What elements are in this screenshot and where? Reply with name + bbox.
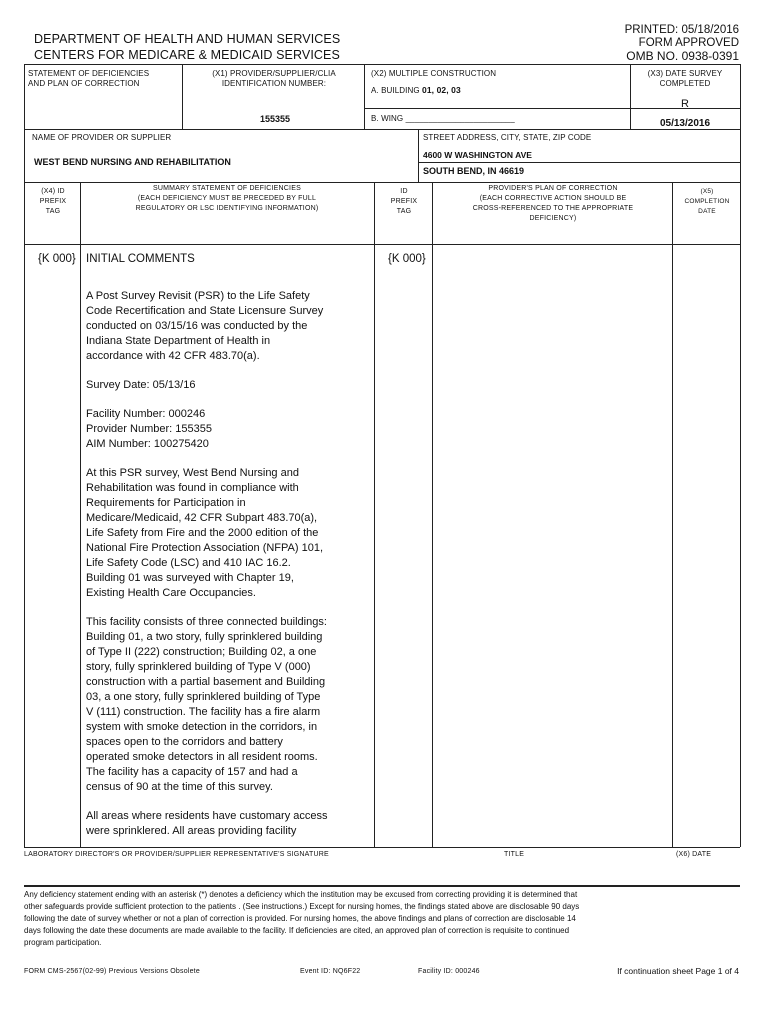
paragraph: Survey Date: 05/13/16 bbox=[86, 379, 196, 391]
building-label: A. BUILDING bbox=[371, 86, 420, 95]
disclosure-note: Any deficiency statement ending with an asterisk (*) denotes a deficiency which the institution may be excused from correcting providing it is determined that other safeguards provide sufficient protection to the patients . (See instructions.) Except for nursing homes, the findings stated above are disclosable 90 days following the date of survey whether or not a plan of correction is provided. For nursing homes, the above findings and plans of correction are disclosable 14 days following the date these documents are made available to the facility. If deficiencies are cited, an approved plan of correction is requisite to continued program participation. bbox=[24, 890, 580, 947]
paragraph: This facility consists of three connected buildings: Building 01, a two story, fully sprinklered building of Type II (222) construction; Building 02, a one story, fully sprinklered building of Type V (000) construction with a partial basement and Building 03, a one story, fully sprinklered building of Type V (111) construction. The facility has a fire alarm system with smoke detection in the corridors, in spaces open to the corridors and battery operated smoke detectors in all resident rooms. The facility has a capacity of 157 and had a census of 90 at the time of this survey. bbox=[86, 616, 327, 793]
provider-name-label: NAME OF PROVIDER OR SUPPLIER bbox=[32, 133, 172, 142]
statement-label: STATEMENT OF DEFICIENCIES AND PLAN OF CORRECTION bbox=[28, 69, 150, 88]
col-divider bbox=[374, 182, 375, 847]
provider-name: WEST BEND NURSING AND REHABILITATION bbox=[34, 157, 231, 167]
col-divider bbox=[80, 182, 81, 847]
col-header-x4: (X4) ID PREFIX TAG bbox=[39, 188, 67, 215]
divider bbox=[418, 129, 419, 182]
x2-label: (X2) MULTIPLE CONSTRUCTION bbox=[371, 69, 497, 78]
col-header-id-prefix: ID PREFIX TAG bbox=[390, 188, 418, 215]
form-info bbox=[625, 24, 739, 63]
facility-id: Facility ID: 000246 bbox=[418, 968, 480, 975]
paragraph: At this PSR survey, West Bend Nursing and Rehabilitation was found in compliance with Requirements for Participation in Medicare/Medicaid, 42 CFR Subpart 483.70(a), Life Safety from Fire and the 2000 edition of the National Fire Protection Association (NFPA) 101, Life Safety Code (LSC) and 410 IAC 16.2. Building 01 was surveyed with Chapter 19, Existing Health Care Occupancies. bbox=[86, 467, 324, 599]
wing-blank: ________________________ bbox=[405, 114, 515, 123]
x6-date-label: (X6) DATE bbox=[676, 851, 712, 858]
building-value: 01, 02, 03 bbox=[422, 85, 461, 95]
form-approved: FORM APPROVED bbox=[638, 37, 739, 49]
paragraph: A Post Survey Revisit (PSR) to the Life Safety Code Recertification and State Licensure Survey conducted on 03/15/16 was conducted by the Indiana State Department of Health in accordance with 42 CFR 483.70(a). bbox=[86, 290, 324, 362]
col-divider bbox=[672, 182, 673, 847]
survey-completed-date: 05/13/2016 bbox=[659, 118, 711, 129]
rule bbox=[418, 162, 740, 163]
divider bbox=[630, 64, 631, 129]
rule bbox=[24, 64, 740, 65]
divider bbox=[364, 64, 365, 129]
paragraph: Facility Number: 000246 Provider Number: 155355 AIM Number: 100275420 bbox=[86, 408, 212, 450]
col-header-summary: SUMMARY STATEMENT OF DEFICIENCIES (EACH DEFICIENCY MUST BE PRECEDED BY FULL REGULATORY OR LSC IDENTIFYING INFORMATION) bbox=[135, 185, 319, 212]
dept-line-1: DEPARTMENT OF HEALTH AND HUMAN SERVICES bbox=[34, 32, 341, 46]
tag-left: {K 000} bbox=[38, 253, 76, 265]
address-line-1: 4600 W WASHINGTON AVE bbox=[423, 150, 532, 160]
rule bbox=[24, 129, 740, 130]
page-indicator: If continuation sheet Page 1 of 4 bbox=[617, 966, 739, 976]
printed-date: PRINTED: 05/18/2016 bbox=[624, 24, 739, 36]
omb-number: OMB NO. 0938-0391 bbox=[626, 49, 739, 63]
wing-label: B. WING bbox=[371, 114, 404, 123]
dept-line-2: CENTERS FOR MEDICARE & MEDICAID SERVICES bbox=[34, 47, 340, 62]
signature-label: LABORATORY DIRECTOR'S OR PROVIDER/SUPPLIER REPRESENTATIVE'S SIGNATURE bbox=[24, 851, 329, 858]
x3-label: (X3) DATE SURVEY COMPLETED bbox=[647, 69, 723, 88]
col-header-x5: (X5) COMPLETION DATE bbox=[684, 188, 730, 215]
rule bbox=[24, 885, 740, 887]
tag-right: {K 000} bbox=[388, 253, 426, 265]
form-id: FORM CMS-2567(02-99) Previous Versions Obsolete bbox=[24, 968, 200, 975]
title-label: TITLE bbox=[504, 851, 525, 858]
agency-header bbox=[34, 32, 340, 63]
provider-number: 155355 bbox=[260, 114, 291, 124]
rule bbox=[24, 182, 740, 183]
address-line-2: SOUTH BEND, IN 46619 bbox=[423, 166, 525, 176]
border bbox=[24, 64, 25, 847]
findings-body bbox=[86, 289, 374, 839]
rule bbox=[364, 108, 630, 109]
rule bbox=[24, 847, 740, 848]
rule bbox=[24, 244, 740, 245]
border bbox=[740, 64, 741, 847]
paragraph: All areas where residents have customary access were sprinklered. All areas providing facility bbox=[86, 810, 328, 837]
section-heading: INITIAL COMMENTS bbox=[86, 253, 195, 265]
divider bbox=[182, 64, 183, 129]
col-divider bbox=[432, 182, 433, 847]
address-label: STREET ADDRESS, CITY, STATE, ZIP CODE bbox=[423, 133, 592, 142]
x1-label: (X1) PROVIDER/SUPPLIER/CLIA IDENTIFICATION NUMBER: bbox=[212, 69, 336, 88]
event-id: Event ID: NQ6F22 bbox=[300, 968, 361, 975]
x3-revisit-flag: R bbox=[681, 98, 689, 110]
col-header-plan: PROVIDER'S PLAN OF CORRECTION (EACH CORRECTIVE ACTION SHOULD BE CROSS-REFERENCED TO THE APPROPRIATE DEFICIENCY) bbox=[472, 185, 634, 222]
